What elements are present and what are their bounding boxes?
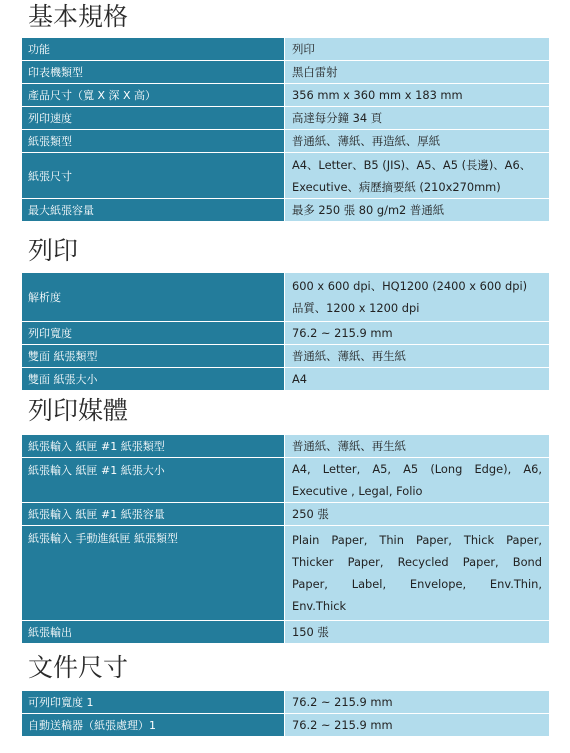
spec-label: 列印速度 <box>22 107 284 129</box>
spec-label: 產品尺寸（寬 X 深 X 高） <box>22 84 284 106</box>
spec-label: 雙面 紙張類型 <box>22 345 284 367</box>
spec-label: 紙張輸入 手動進紙匣 紙張類型 <box>22 526 284 620</box>
spec-row-tray1-capacity <box>22 503 549 525</box>
spec-value: 普通紙、薄紙、再生紙 <box>285 345 549 367</box>
spec-value: A4、Letter、B5 (JIS)、A5、A5 (長邊)、A6、 Executive、病歷摘要紙 (210x270mm) <box>285 153 549 198</box>
spec-label: 列印寬度 <box>22 322 284 344</box>
section-title-print: 列印 <box>28 236 79 265</box>
spec-value: 76.2 ~ 215.9 mm <box>285 322 549 344</box>
spec-row-duplex-paper-size <box>22 368 549 390</box>
spec-table-print <box>22 273 549 391</box>
spec-table-document-size <box>22 691 549 737</box>
spec-row-max-paper-capacity <box>22 199 549 221</box>
spec-row-resolution <box>22 273 549 321</box>
spec-row-duplex-paper-type <box>22 345 549 367</box>
spec-value: 250 張 <box>285 503 549 525</box>
spec-row-tray1-paper-size <box>22 458 549 502</box>
spec-value: A4 <box>285 368 549 390</box>
spec-label: 雙面 紙張大小 <box>22 368 284 390</box>
spec-label: 紙張類型 <box>22 130 284 152</box>
spec-value: 普通紙、薄紙、再生紙 <box>285 435 549 457</box>
spec-value: 黑白雷射 <box>285 61 549 83</box>
spec-label: 解析度 <box>22 273 284 321</box>
spec-row-dimensions <box>22 84 549 106</box>
spec-row-print-width <box>22 322 549 344</box>
spec-value: 76.2 ~ 215.9 mm <box>285 714 549 736</box>
spec-value: 600 x 600 dpi、HQ1200 (2400 x 600 dpi) 品質、1200 x 1200 dpi <box>285 273 549 321</box>
spec-label: 可列印寬度 1 <box>22 691 284 713</box>
spec-row-manual-feed-paper-type <box>22 526 549 620</box>
spec-row-paper-type <box>22 130 549 152</box>
spec-label: 功能 <box>22 38 284 60</box>
spec-value: 列印 <box>285 38 549 60</box>
spec-value: 76.2 ~ 215.9 mm <box>285 691 549 713</box>
spec-row-printable-width <box>22 691 549 713</box>
spec-label: 最大紙張容量 <box>22 199 284 221</box>
spec-label: 紙張尺寸 <box>22 153 284 198</box>
spec-value: 150 張 <box>285 621 549 643</box>
spec-value: Plain Paper, Thin Paper, Thick Paper, Thicker Paper, Recycled Paper, Bond Paper, Label, Envelope, Env.Thin, Env.Thick <box>285 526 549 620</box>
spec-label: 印表機類型 <box>22 61 284 83</box>
section-title-document-size: 文件尺寸 <box>28 653 129 682</box>
spec-value: 356 mm x 360 mm x 183 mm <box>285 84 549 106</box>
spec-table-basic <box>22 38 549 222</box>
spec-label: 紙張輸入 紙匣 #1 紙張大小 <box>22 458 284 502</box>
spec-table-print-media <box>22 435 549 644</box>
section-title-basic-specs: 基本規格 <box>28 2 129 31</box>
spec-label: 紙張輸入 紙匣 #1 紙張類型 <box>22 435 284 457</box>
spec-row-print-speed <box>22 107 549 129</box>
spec-label: 紙張輸入 紙匣 #1 紙張容量 <box>22 503 284 525</box>
spec-label: 紙張輸出 <box>22 621 284 643</box>
spec-row-paper-output <box>22 621 549 643</box>
spec-label: 自動送稿器（紙張處理）1 <box>22 714 284 736</box>
spec-value: 高達每分鐘 34 頁 <box>285 107 549 129</box>
spec-row-function <box>22 38 549 60</box>
spec-value: 普通紙、薄紙、再造紙、厚紙 <box>285 130 549 152</box>
spec-row-adf-width <box>22 714 549 736</box>
spec-row-paper-size <box>22 153 549 198</box>
spec-value: A4, Letter, A5, A5 (Long Edge), A6, Executive , Legal, Folio <box>285 458 549 502</box>
spec-row-printer-type <box>22 61 549 83</box>
spec-value: 最多 250 張 80 g/m2 普通紙 <box>285 199 549 221</box>
spec-row-tray1-paper-type <box>22 435 549 457</box>
section-title-print-media: 列印媒體 <box>28 396 129 425</box>
